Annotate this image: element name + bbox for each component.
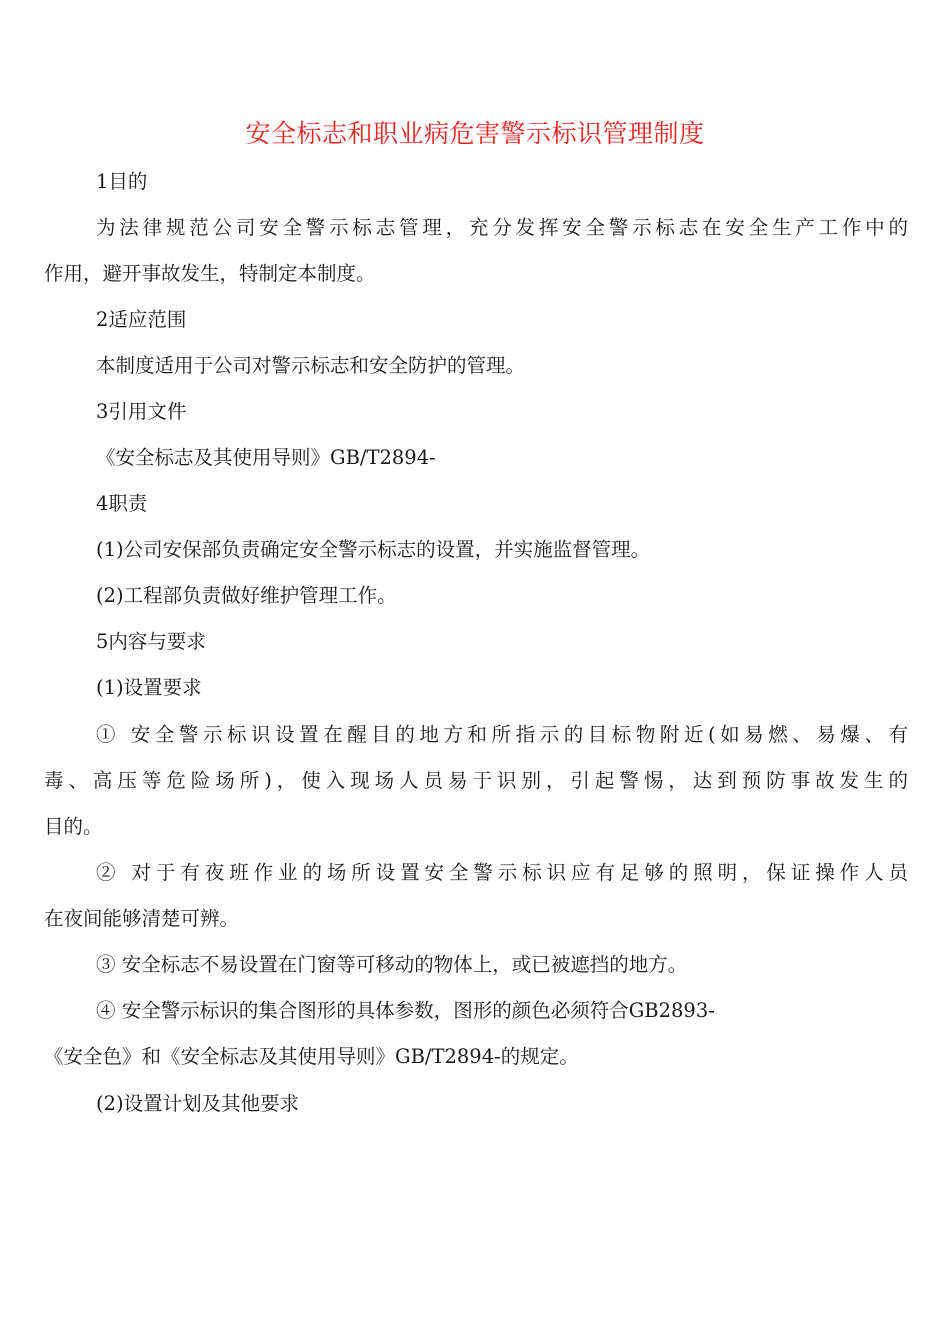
- subsection-heading: (1)设置要求: [96, 676, 202, 699]
- section-heading-purpose: 1目的: [96, 170, 148, 193]
- paragraph-line: 在夜间能够清楚可辨。: [44, 907, 240, 930]
- paragraph-line: 毒、高压等危险场所)，使入现场人员易于识别，引起警惕，达到预防事故发生的: [44, 769, 908, 792]
- paragraph-line: ① 安全警示标识设置在醒目的地方和所指示的目标物附近(如易燃、易爆、有: [96, 723, 908, 746]
- document-title: 安全标志和职业病危害警示标识管理制度: [245, 119, 705, 148]
- section-heading-duties: 4职责: [96, 492, 148, 515]
- section-heading-references: 3引用文件: [96, 400, 187, 423]
- paragraph-line: 《安全色》和《安全标志及其使用导则》GB/T2894-的规定。: [44, 1045, 579, 1068]
- paragraph-line: ④ 安全警示标识的集合图形的具体参数，图形的颜色必须符合GB2893-: [96, 999, 715, 1022]
- section-heading-requirements: 5内容与要求: [96, 630, 206, 653]
- paragraph-line: 作用，避开事故发生，特制定本制度。: [44, 262, 376, 285]
- paragraph-line: ② 对于有夜班作业的场所设置安全警示标识应有足够的照明，保证操作人员: [96, 861, 908, 884]
- paragraph-line: ③ 安全标志不易设置在门窗等可移动的物体上，或已被遮挡的地方。: [96, 953, 688, 976]
- paragraph-line: 目的。: [44, 815, 103, 838]
- list-item: (2)工程部负责做好维护管理工作。: [96, 584, 397, 607]
- paragraph-line: 为法律规范公司安全警示标志管理，充分发挥安全警示标志在安全生产工作中的: [96, 216, 908, 239]
- paragraph-line: 本制度适用于公司对警示标志和安全防护的管理。: [96, 354, 526, 377]
- list-item: (1)公司安保部负责确定安全警示标志的设置，并实施监督管理。: [96, 538, 651, 561]
- subsection-heading: (2)设置计划及其他要求: [96, 1092, 300, 1115]
- section-heading-scope: 2适应范围: [96, 308, 187, 331]
- paragraph-line: 《安全标志及其使用导则》GB/T2894-: [96, 446, 436, 469]
